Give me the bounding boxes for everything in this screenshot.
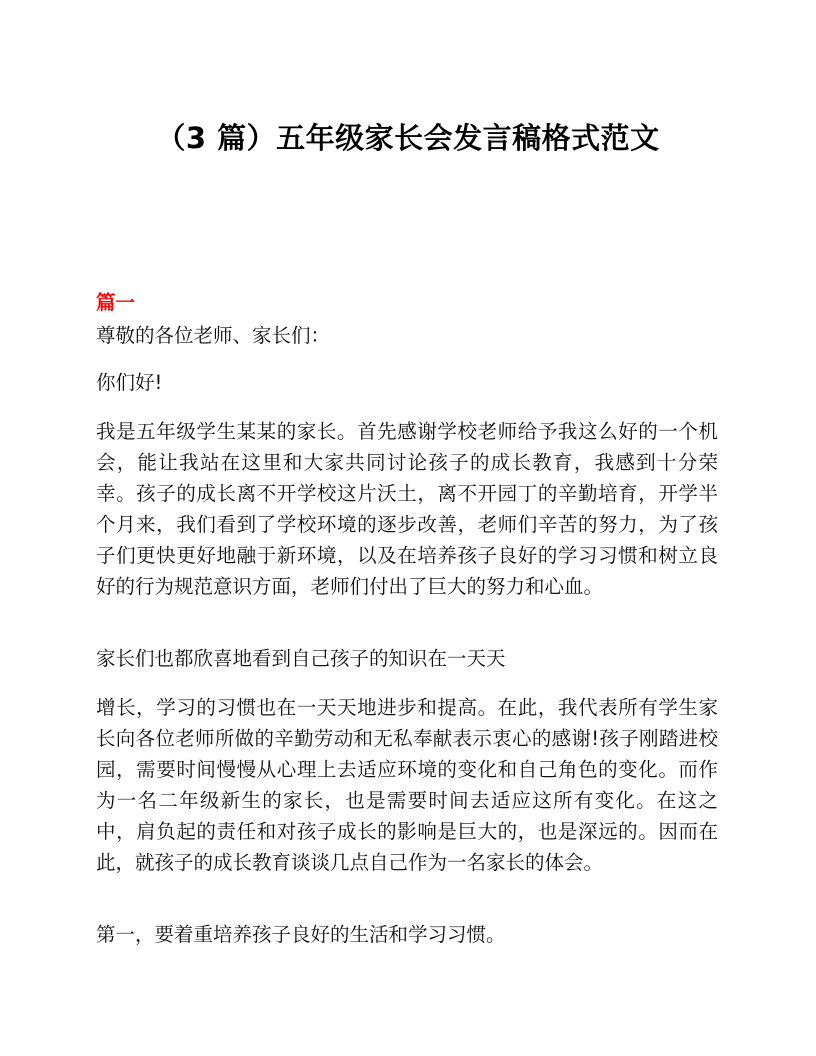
section-heading: 篇一 (96, 291, 136, 314)
paragraph-salutation: 尊敬的各位老师、家长们： (96, 324, 331, 347)
paragraph-parents-happy: 家长们也都欣喜地看到自己孩子的知识在一天天 (96, 647, 506, 670)
paragraph-point-one: 第一，要着重培养孩子良好的生活和学习习惯。 (96, 923, 506, 946)
paragraph-introduction: 我是五年级学生某某的家长。首先感谢学校老师给予我这么好的一个机会，能让我站在这里和大家共同讨论孩子的成长教育，我感到十分荣幸。孩子的成长离不开学校这片沃土，离不开园丁的辛勤培育，开学半个月来，我们看到了学校环境的逐步改善，老师们辛苦的努力，为了孩子们更快更好地融于新环境，以及在培养孩子良好的学习习惯和树立良好的行为规范意识方面，老师们付出了巨大的努力和心血。 (96, 420, 718, 598)
paragraph-thanks: 增长，学习的习惯也在一天天地进步和提高。在此，我代表所有学生家长向各位老师所做的辛勤劳动和无私奉献表示衷心的感谢!孩子刚踏进校园，需要时间慢慢从心理上去适应环境的变化和自己角色的变化。而作为一名二年级新生的家长，也是需要时间去适应这所有变化。在这之中，肩负起的责任和对孩子成长的影响是巨大的，也是深远的。因而在此，就孩子的成长教育谈谈几点自己作为一名家长的体会。 (96, 696, 718, 874)
document-title: （3 篇）五年级家长会发言稿格式范文 (156, 121, 660, 155)
paragraph-greeting: 你们好! (96, 371, 163, 394)
